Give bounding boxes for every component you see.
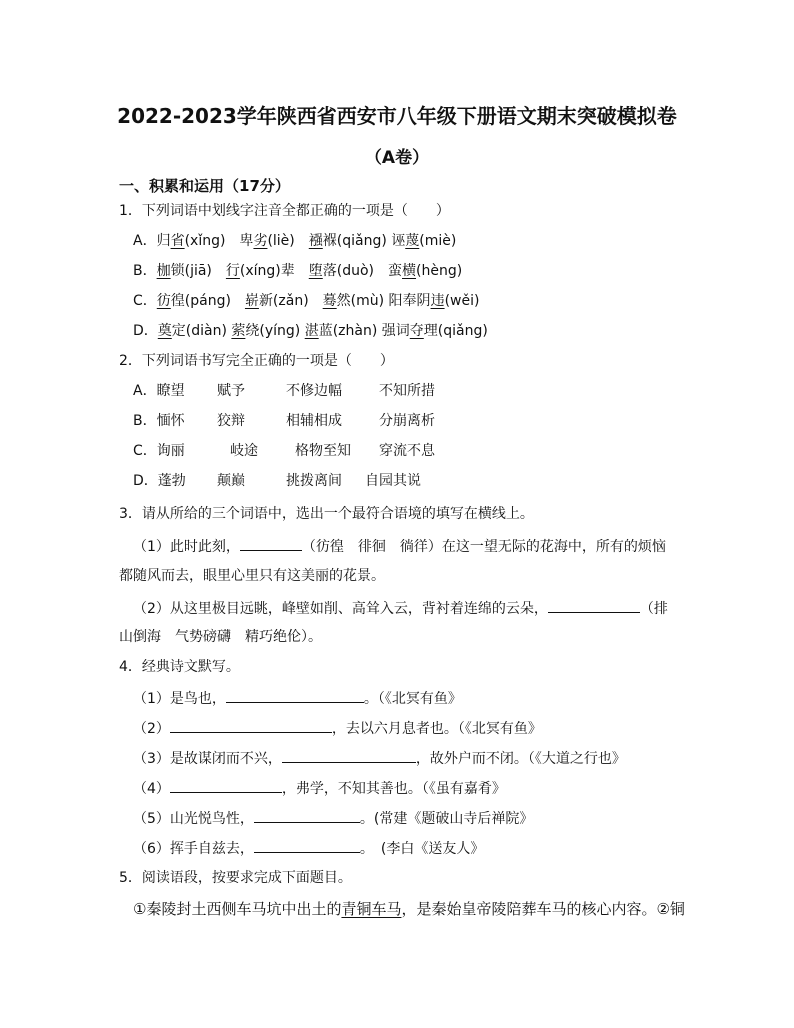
- question-4-line-2: （2） ，去以六月息者也。（《北冥有鱼》: [133, 717, 542, 739]
- answer-blank[interactable]: [282, 747, 416, 763]
- question-1-option-c: C．彷徨(páng) 崭新(zǎn) 蓦然(mù) 阳奉阴违(wěi): [133, 293, 480, 309]
- answer-blank[interactable]: [226, 687, 364, 703]
- question-1-option-d: D．奠定(diàn) 萦绕(yíng) 湛蓝(zhàn) 强词夺理(qiǎng): [133, 323, 488, 339]
- question-3-sentence-1-cont: 都随风而去，眼里心里只有这美丽的花景。: [119, 568, 385, 584]
- answer-blank[interactable]: [240, 535, 302, 551]
- question-3-stem: 3．请从所给的三个词语中，选出一个最符合语境的填写在横线上。: [119, 506, 534, 522]
- answer-blank[interactable]: [170, 717, 332, 733]
- question-5-passage: ①秦陵封土西侧车马坑中出土的青铜车马，是秦始皇帝陵陪葬车马的核心内容。②铜: [133, 900, 685, 918]
- question-3-sentence-2-cont: 山倒海 气势磅礴 精巧绝伦）。: [119, 629, 322, 645]
- question-1-stem: 1．下列词语中划线字注音全都正确的一项是（ ）: [119, 203, 450, 219]
- question-5-stem: 5．阅读语段，按要求完成下面题目。: [119, 870, 352, 886]
- question-4-line-6: （6）挥手自兹去， 。 (李白《送友人》: [133, 837, 484, 859]
- page-subtitle: （A卷）: [364, 148, 430, 168]
- question-4-line-3: （3）是故谋闭而不兴， ，故外户而不闭。（《大道之行也》: [133, 747, 626, 769]
- answer-blank[interactable]: [254, 807, 360, 823]
- question-1-option-b: B．枷锁(jiā) 行(xíng)辈 堕落(duò) 蛮横(hèng): [133, 263, 463, 279]
- section-heading: 一、积累和运用（17分）: [119, 177, 290, 195]
- exam-page: 2022-2023学年陕西省西安市八年级下册语文期末突破模拟卷 （A卷） 一、积累和运用（17分） 1．下列词语中划线字注音全都正确的一项是（ ） A．归省(xǐng) 卑劣(liè) 襁褓(qiǎng) 诬蔑(miè) B．枷锁(jiā) 行(xíng)辈 堕落(duò) 蛮横(hèng) C．彷徨(páng) 崭新(zǎn) 蓦然(mù) 阳奉阴违(wěi) D．奠定(diàn) 萦绕(yíng) 湛蓝(zhàn) 强词夺理(qiǎng) 2．下列词语书写完全正确的一项是（ ） A．瞭望 赋予 不修边幅 不知所措 B．愐怀 狡辩 相辅相成 分崩离析 C．询丽 岐途 格物至知 穿流不息 D．蓬勃 颠巅 挑拨离间 自园其说 3．请从所给的三个词语中，选出一个最符合语境的填写在横线上。 （1）此时此刻， （彷徨 徘徊 徜徉）在这一望无际的花海中，所有的烦恼 都随风而去，眼里心里只有这美丽的花景。 （2）从这里极目远眺，峰壁如削、高耸入云，背衬着连绵的云朵， （排 山倒海 气势磅礴 精巧绝伦）。 4．经典诗文默写。 （1）是鸟也， 。（《北冥有鱼》 （2） ，去以六月息者也。（《北冥有鱼》 （3）是故谋闭而不兴， ，故外户而不闭。（《大道之行也》 （4） ，弗学，不知其善也。（《虽有嘉肴》 （5）山光悦鸟性， 。(常建《题破山寺后禅院》 （6）挥手自兹去， 。 (李白《送友人》 5．阅读语段，按要求完成下面题目。 ①秦陵封土西侧车马坑中出土的青铜车马，是秦始皇帝陵陪葬车马的核心内容。②铜: [0, 0, 794, 1028]
- answer-blank[interactable]: [254, 837, 360, 853]
- answer-blank[interactable]: [170, 777, 282, 793]
- question-2-stem: 2．下列词语书写完全正确的一项是（ ）: [119, 353, 394, 369]
- question-3-sentence-2: （2）从这里极目远眺，峰壁如削、高耸入云，背衬着连绵的云朵， （排: [133, 597, 668, 619]
- question-4-stem: 4．经典诗文默写。: [119, 659, 240, 675]
- page-title: 2022-2023学年陕西省西安市八年级下册语文期末突破模拟卷: [117, 104, 677, 128]
- question-3-sentence-1: （1）此时此刻， （彷徨 徘徊 徜徉）在这一望无际的花海中，所有的烦恼: [133, 535, 666, 557]
- question-4-line-4: （4） ，弗学，不知其善也。（《虽有嘉肴》: [133, 777, 506, 799]
- question-4-line-1: （1）是鸟也， 。（《北冥有鱼》: [133, 687, 462, 709]
- answer-blank[interactable]: [548, 597, 640, 613]
- question-1-option-a: A．归省(xǐng) 卑劣(liè) 襁褓(qiǎng) 诬蔑(miè): [133, 233, 457, 249]
- question-4-line-5: （5）山光悦鸟性， 。(常建《题破山寺后禅院》: [133, 807, 533, 829]
